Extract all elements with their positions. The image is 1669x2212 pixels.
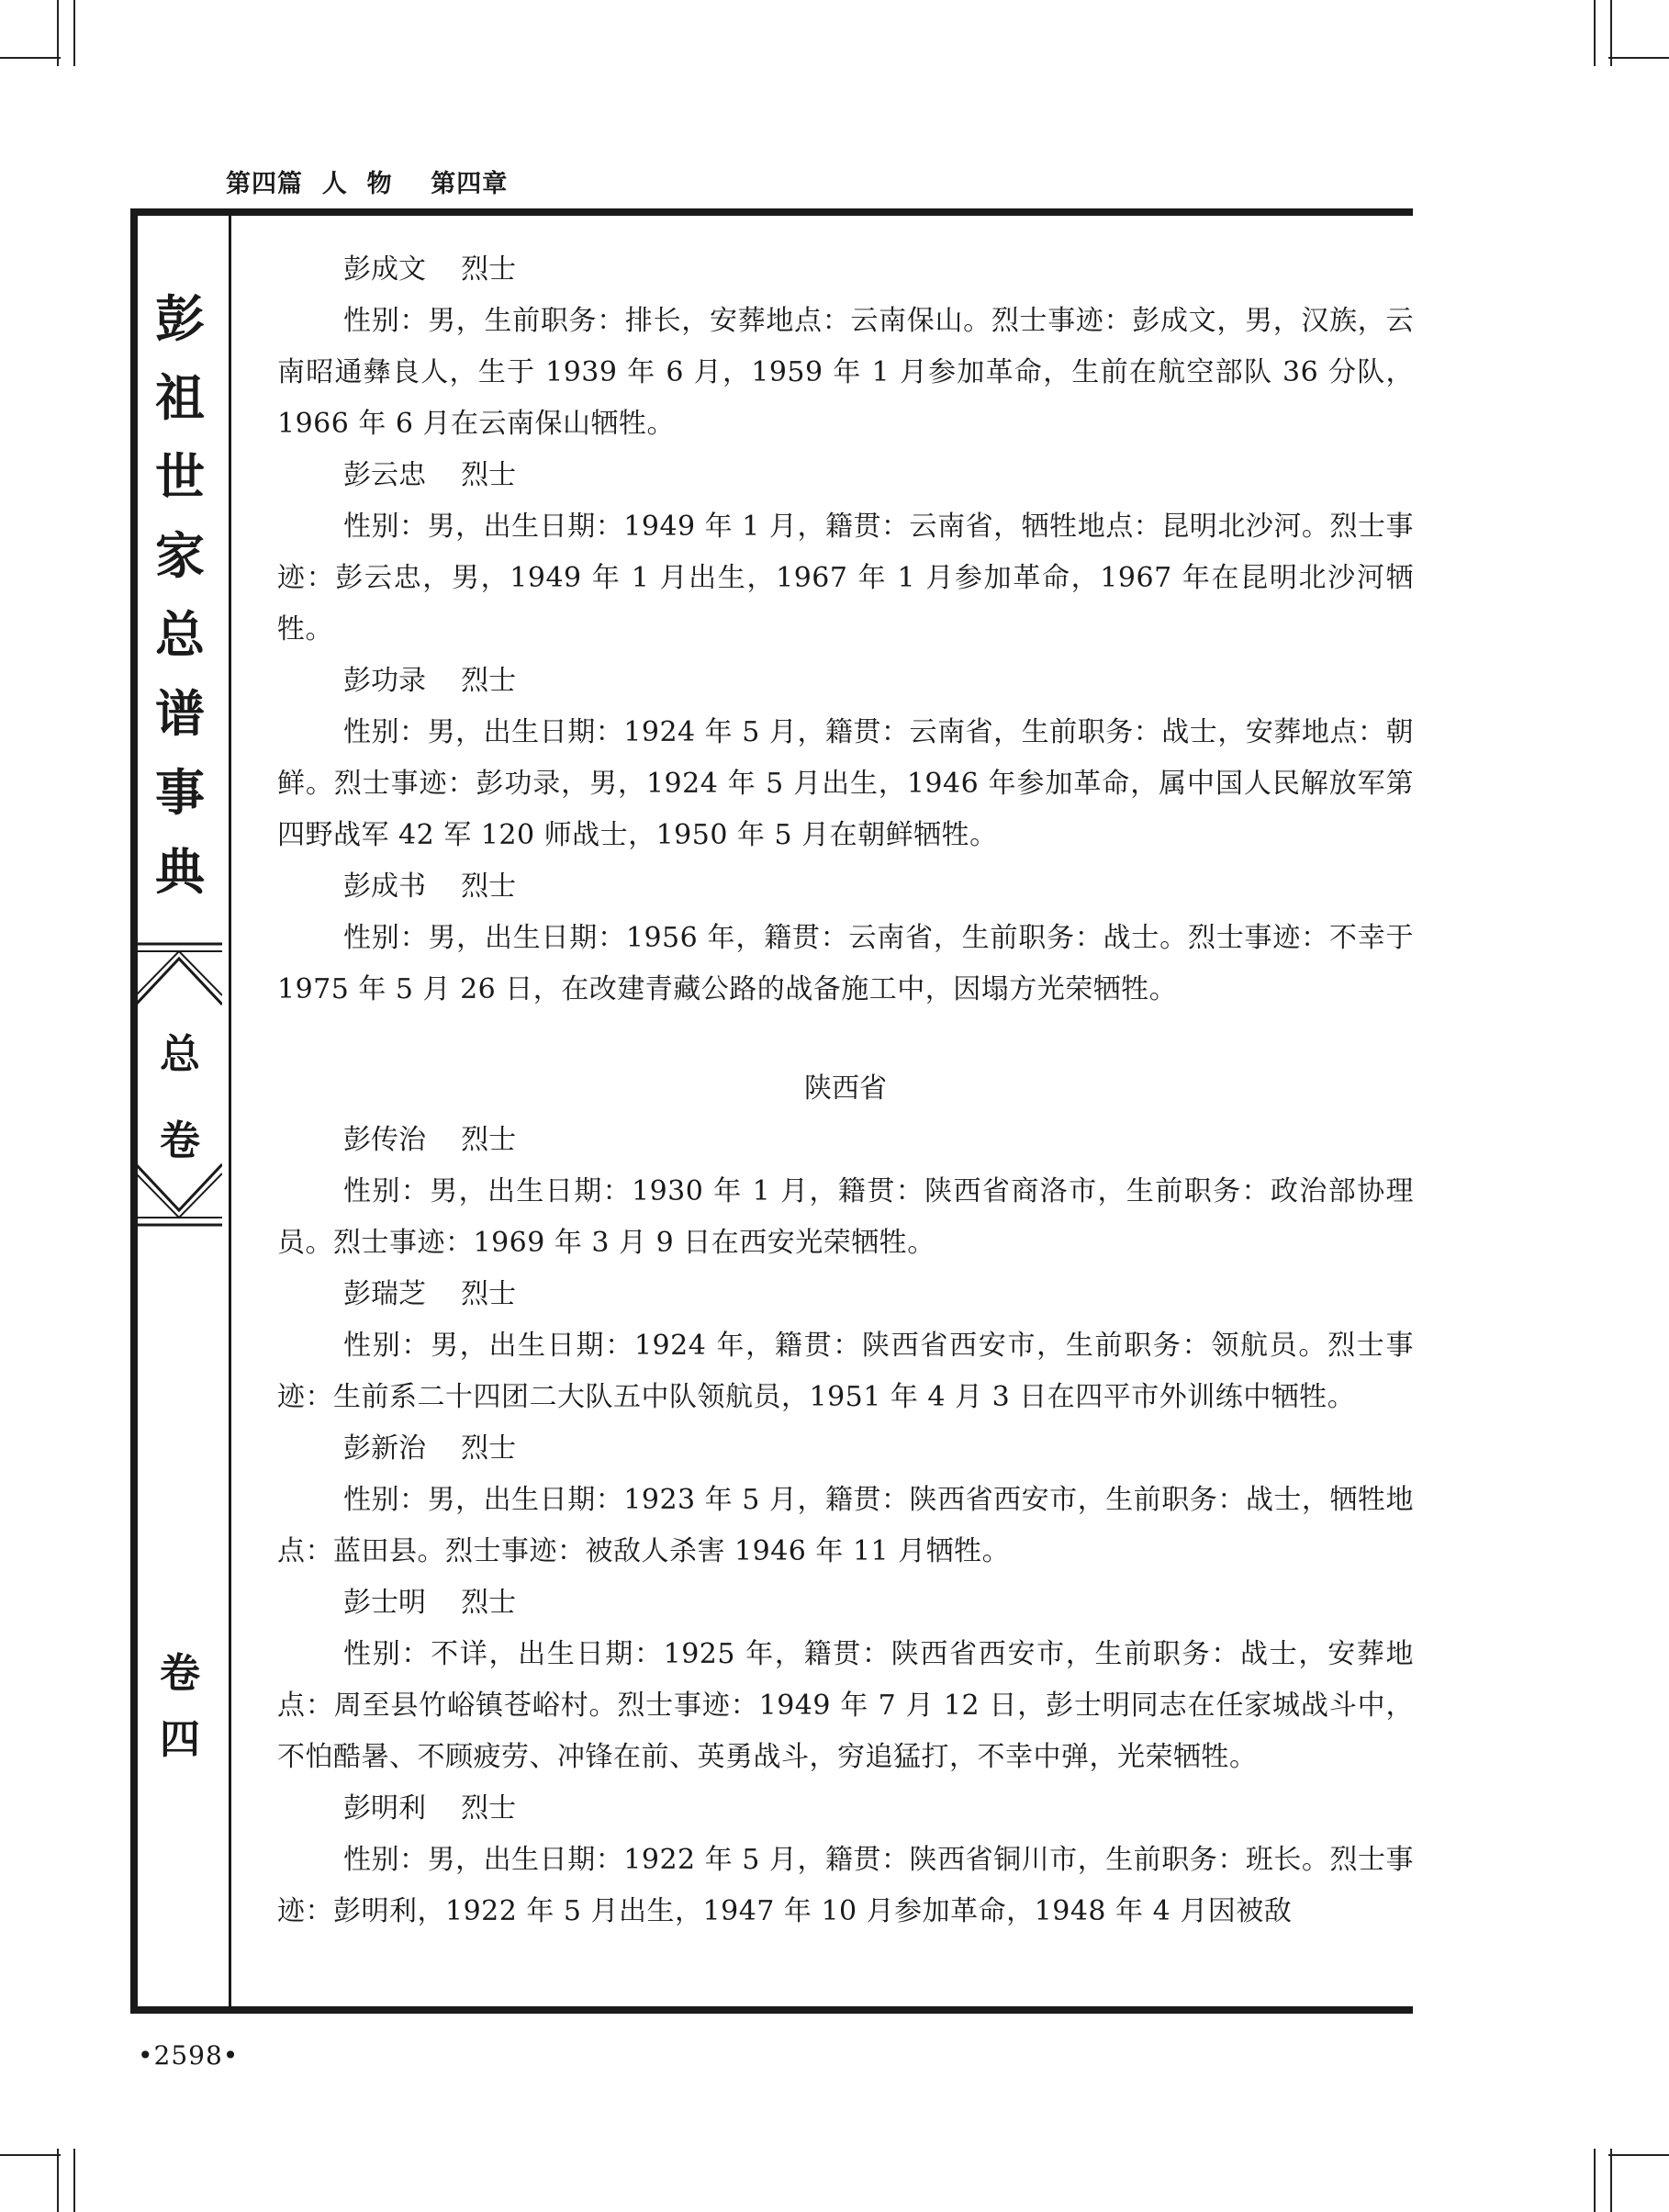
entry (277, 1783, 1414, 1937)
crop-mark (0, 2154, 61, 2156)
page-number: •2598• (138, 2040, 240, 2071)
book-title-char: 家 (155, 527, 205, 585)
section-label-char: 卷 (160, 1117, 200, 1164)
book-title-char: 祖 (155, 369, 205, 427)
crop-mark (57, 2149, 59, 2212)
entry-name: 彭成文 烈士 (343, 253, 517, 286)
entry-name: 彭成书 烈士 (343, 870, 517, 903)
volume-label-char: 四 (160, 1716, 200, 1763)
crop-mark (1610, 0, 1612, 66)
section-title: 陕西省 (804, 1072, 887, 1105)
running-header: 第四篇 人 物 第四章 (226, 170, 509, 198)
entry-name: 彭士明 烈士 (343, 1587, 517, 1619)
entry (277, 1578, 1414, 1783)
entry (277, 656, 1414, 861)
book-title-vertical (138, 280, 222, 912)
entry (277, 861, 1414, 1016)
crop-mark (73, 0, 75, 66)
crop-mark (1594, 0, 1596, 66)
entry-name: 彭新治 烈士 (343, 1432, 517, 1465)
entry (277, 1115, 1414, 1269)
entry-name: 彭传治 烈士 (343, 1124, 517, 1156)
book-title-char: 典 (155, 843, 205, 901)
entry-name: 彭明利 烈士 (343, 1792, 517, 1825)
book-title-char: 谱 (155, 685, 205, 743)
section-diamond-ornament (136, 942, 222, 1227)
entry-text: 性别：男，出生日期：1924 年，籍贯：陕西省西安市，生前职务：领航员。烈士事迹：生前系二十四团二大队五中队领航员，1951 年 4 月 3 日在四平市外训练中牺牲。 (277, 1330, 1414, 1413)
entry-text: 性别：不详，出生日期：1925 年，籍贯：陕西省西安市，生前职务：战士，安葬地点：周至县竹峪镇苍峪村。烈士事迹：1949 年 7 月 12 日，彭士明同志在任家城战斗中，不怕酷暑、不顾疲劳、冲锋在前、英勇战斗，穷追猛打，不幸中弹，光荣牺牲。 (277, 1638, 1414, 1773)
crop-mark (1594, 2149, 1596, 2212)
main-content (277, 244, 1414, 1937)
crop-mark (57, 0, 59, 66)
bottom-rule (130, 2006, 1413, 2014)
entry (277, 1423, 1414, 1578)
book-title-char: 彭 (155, 290, 205, 348)
book-title-char: 事 (155, 764, 205, 822)
entry-name: 彭瑞芝 烈士 (343, 1278, 517, 1310)
book-title-char: 世 (155, 448, 205, 506)
entry-text: 性别：男，出生日期：1949 年 1 月，籍贯：云南省，牺牲地点：昆明北沙河。烈士事迹：彭云忠，男，1949 年 1 月出生，1967 年 1 月参加革命，1967 年在昆明北沙河牺牲。 (277, 511, 1414, 646)
entry-text: 性别：男，出生日期：1922 年 5 月，籍贯：陕西省铜川市，生前职务：班长。烈士事迹：彭明利，1922 年 5 月出生，1947 年 10 月参加革命，1948 年 4 月因被敌 (277, 1844, 1414, 1927)
crop-mark (73, 2149, 75, 2212)
section-label-char: 总 (160, 1031, 200, 1078)
entry-name: 彭云忠 烈士 (343, 459, 517, 491)
book-title-char: 总 (155, 606, 205, 664)
crop-mark (1610, 2149, 1612, 2212)
entry (277, 244, 1414, 450)
volume-label-char: 卷 (160, 1650, 200, 1697)
entry-name: 彭功录 烈士 (343, 665, 517, 697)
entry-text: 性别：男，出生日期：1956 年，籍贯：云南省，生前职务：战士。烈士事迹：不幸于 1975 年 5 月 26 日，在改建青藏公路的战备施工中，因塌方光荣牺牲。 (277, 922, 1414, 1005)
entry-text: 性别：男，出生日期：1930 年 1 月，籍贯：陕西省商洛市，生前职务：政治部协理员。烈士事迹：1969 年 3 月 9 日在西安光荣牺牲。 (277, 1175, 1414, 1259)
entry-text: 性别：男，生前职务：排长，安葬地点：云南保山。烈士事迹：彭成文，男，汉族，云南昭通彝良人，生于 1939 年 6 月，1959 年 1 月参加革命，生前在航空部队 36 分队，1966 年 6 月在云南保山牺牲。 (277, 305, 1414, 440)
entry-text: 性别：男，出生日期：1924 年 5 月，籍贯：云南省，生前职务：战士，安葬地点：朝鲜。烈士事迹：彭功录，男，1924 年 5 月出生，1946 年参加革命，属中国人民解放军第四野战军 42 军 120 师战士，1950 年 5 月在朝鲜牺牲。 (277, 716, 1414, 851)
top-rule (130, 208, 1413, 216)
crop-mark (1608, 2154, 1669, 2156)
entry (277, 1269, 1414, 1423)
crop-mark (1608, 57, 1669, 59)
entry (277, 450, 1414, 656)
crop-mark (0, 57, 61, 59)
entry-text: 性别：男，出生日期：1923 年 5 月，籍贯：陕西省西安市，生前职务：战士，牺牲地点：蓝田县。烈士事迹：被敌人杀害 1946 年 11 月牺牲。 (277, 1484, 1414, 1567)
